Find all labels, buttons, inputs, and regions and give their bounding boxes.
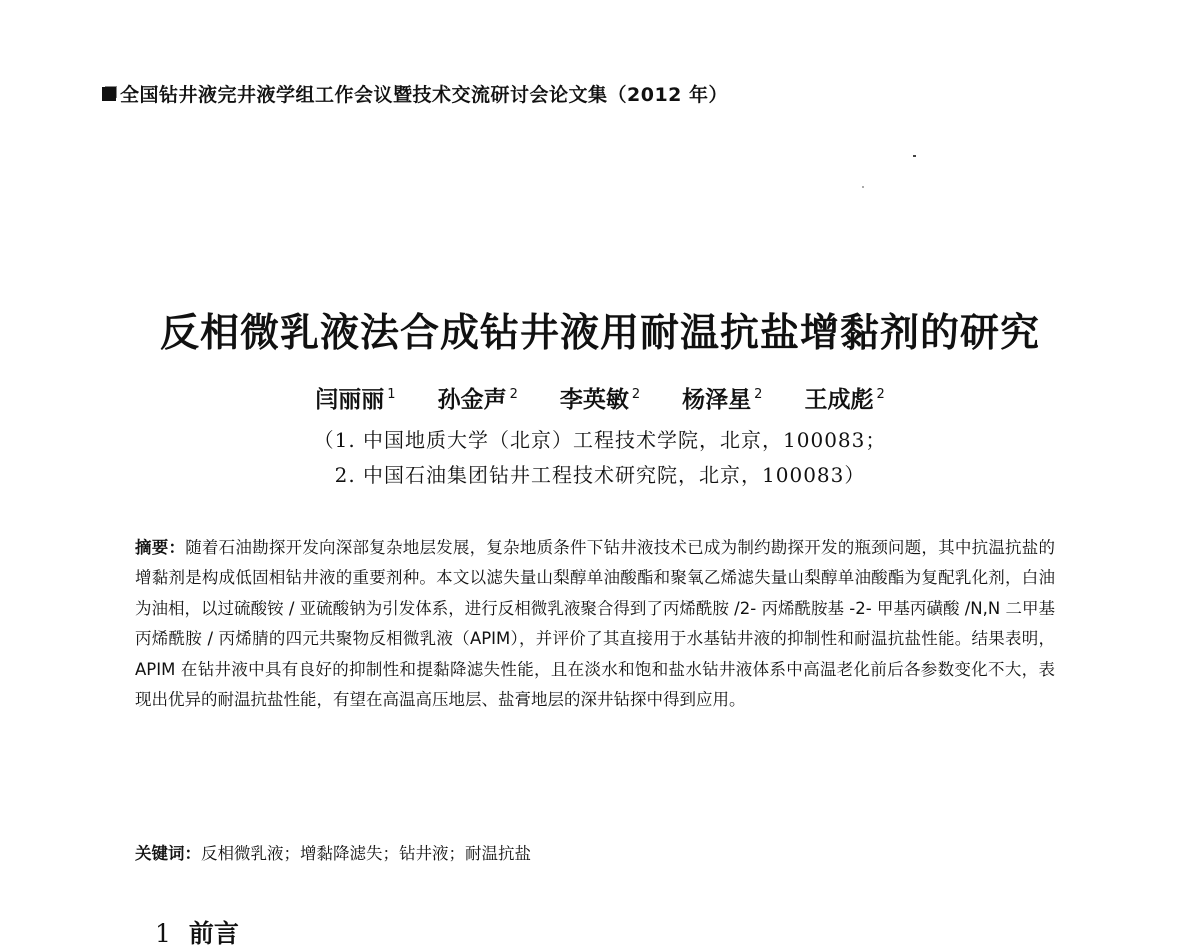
scan-speck xyxy=(913,155,916,157)
author: 王成彪 $^2$ xyxy=(804,387,885,413)
author-affiliation-mark: 2 xyxy=(631,387,641,403)
author-affiliation-mark: 2 xyxy=(876,387,885,403)
section-number: 1 xyxy=(155,919,171,948)
section-title: 前言 xyxy=(188,919,239,948)
keywords-label: 关键词： xyxy=(135,844,201,863)
author: 李英敏 $^2$ xyxy=(559,387,641,413)
scan-speck xyxy=(862,186,864,188)
section-heading xyxy=(155,914,239,950)
paper-title: 反相微乳液法合成钻井液用耐温抗盐增黏剂的研究 xyxy=(159,311,1040,356)
running-title: 全国钻井液完井液学组工作会议暨技术交流研讨会论文集（2012 年） xyxy=(120,84,728,106)
abstract-text: 随着石油勘探开发向深部复杂地层发展，复杂地质条件下钻井液技术已成为制约勘探开发的瓶颈问题，其中抗温抗盐的增黏剂是构成低固相钻井液的重要剂种。本文以滤失量山梨醇单油酸酯和聚氧乙烯滤失量山梨醇单油酸酯为复配乳化剂，白油为油相，以过硫酸铵 / 亚硫酸钠为引发体系，进行反相微乳液聚合得到了丙烯酰胺 /2- 丙烯酰胺基 -2- 甲基丙磺酸 /N,N 二甲基丙烯酰胺 / 丙烯腈的四元共聚物反相微乳液（APIM），并评价了其直接用于水基钻井液的抑制性和耐温抗盐性能。结果表明，APIM 在钻井液中具有良好的抑制性和提黏降滤失性能，且在淡水和饱和盐水钻井液体系中高温老化前后各参数变化不大，表现出优异的耐温抗盐性能，有望在高温高压地层、盐膏地层的深井钻探中得到应用。 xyxy=(135,538,1056,710)
running-header xyxy=(102,80,728,107)
author-affiliation-mark: 2 xyxy=(509,387,518,403)
author: 孙金声 $^2$ xyxy=(437,387,518,413)
keywords-text: 反相微乳液；增黏降滤失；钻井液；耐温抗盐 xyxy=(201,844,531,863)
author: 杨泽星 $^2$ xyxy=(682,387,763,413)
keywords xyxy=(135,840,531,864)
abstract xyxy=(135,533,1055,715)
author-affiliation-mark: 1 xyxy=(387,387,396,403)
author-list xyxy=(0,381,1200,414)
affiliation-line: （1. 中国地质大学（北京）工程技术学院，北京，100083； xyxy=(313,428,887,452)
abstract-label: 摘要： xyxy=(135,538,186,557)
author-affiliation-mark: 2 xyxy=(754,387,763,403)
affiliation-line: 2. 中国石油集团钻井工程技术研究院，北京，100083） xyxy=(334,463,866,487)
header-bullet-icon xyxy=(102,87,116,101)
author: 闫丽丽 $^1$ xyxy=(315,387,396,413)
